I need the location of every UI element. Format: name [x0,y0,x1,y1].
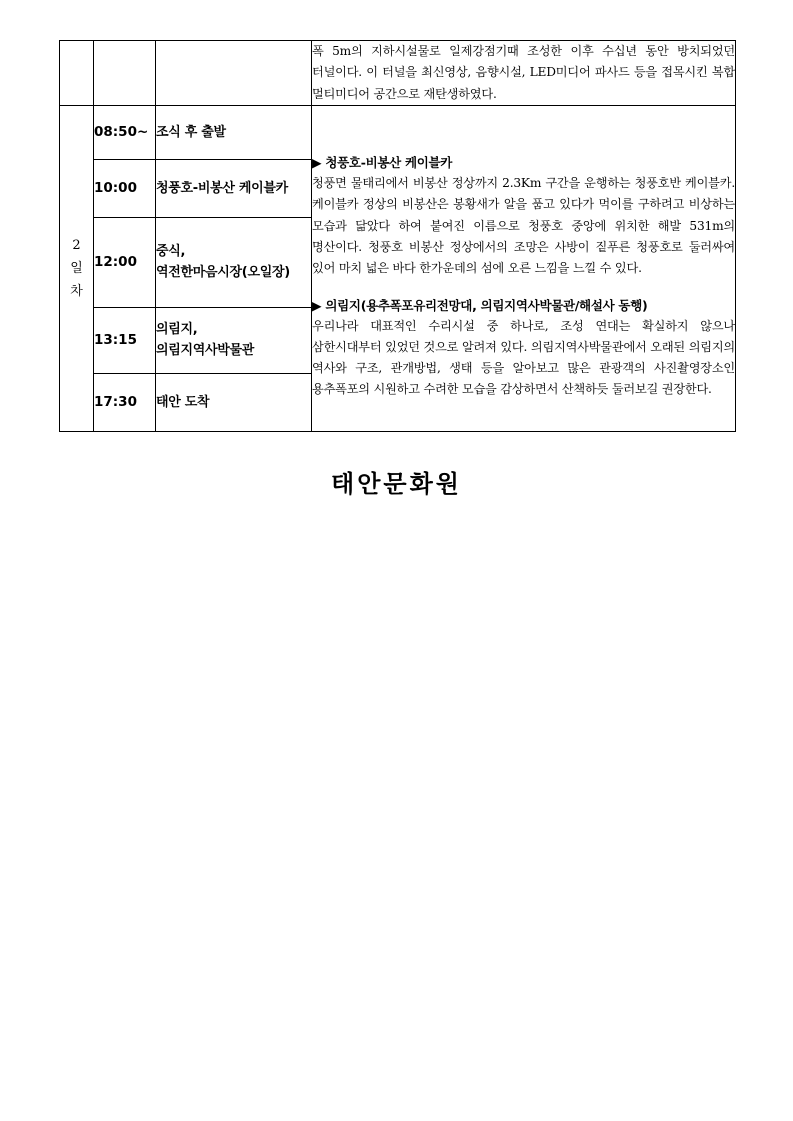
activity-line: 중식, [156,244,186,260]
previous-day-tail-row [60,41,736,106]
activity-cell [156,159,312,217]
cablecar-heading: ▶ 청풍호-비봉산 케이블카 [312,155,453,171]
day-char-cha: 차 [70,283,83,299]
sights-description-cell [312,105,736,431]
activity-line: 의림지역사박물관 [156,343,255,359]
time-cell-empty [94,41,156,106]
time-cell: 08:50~ [94,105,156,159]
uirimji-heading: ▶ 의림지(용추폭포유리전망대, 의림지역사박물관/해설사 동행) [312,297,648,313]
day-cell-empty [60,41,94,106]
activity-line: 의림지, [156,322,198,338]
organization-name: 태안문화원 [331,470,462,498]
schedule-row [60,105,736,159]
activity-cell [156,217,312,307]
activity-line: 조식 후 출발 [156,124,226,140]
tunnel-description: 폭 5m의 지하시설물로 일제강점기때 조성한 이후 수십년 동안 방치되었던 터널이다. 이 터널을 최신영상, 음향시설, LED미디어 파사드 등을 접목시킨 복합 멀티미디어 공간으로 재탄생하였다. [312,44,735,101]
itinerary-table [59,40,736,432]
time-cell: 10:00 [94,159,156,217]
activity-cell [156,105,312,159]
description-cell [312,41,736,106]
activity-cell-empty [156,41,312,106]
activity-cell [156,373,312,431]
time-cell: 12:00 [94,217,156,307]
day-number: 2 [72,237,81,253]
activity-line: 태안 도착 [156,394,210,410]
activity-line: 청풍호-비봉산 케이블카 [156,180,288,196]
day-label-cell [60,105,94,431]
activity-cell [156,307,312,373]
time-cell: 13:15 [94,307,156,373]
day-char-il: 일 [70,260,83,276]
section-spacer [312,280,735,295]
time-cell: 17:30 [94,373,156,431]
cablecar-text: 청풍면 물태리에서 비봉산 정상까지 2.3Km 구간을 운행하는 청풍호반 케이블카. 케이블카 정상의 비봉산은 봉황새가 알을 품고 있다가 먹이를 구하려고 비상하는 모습과 닮았다 하여 붙여진 이름으로 청풍호 중앙에 위치한 해발 531m의 명산이다. 청풍호 비봉산 정상에서의 조망은 사방이 짙푸른 청풍호로 둘러싸여 있어 마치 넓은 바다 한가운데의 섬에 오른 느낌을 느낄 수 있다. [312,176,735,276]
uirimji-text: 우리나라 대표적인 수리시설 중 하나로, 조성 연대는 확실하지 않으나 삼한시대부터 있었던 것으로 알려져 있다. 의림지역사박물관에서 오래된 의림지의 역사와 구조, 관개방법, 생태 등을 알아보고 많은 관광객의 사진촬영장소인 용추폭포의 시원하고 수려한 모습을 감상하면서 산책하듯 둘러보길 권장한다. [312,318,735,397]
activity-line: 역전한마음시장(오일장) [156,265,290,281]
